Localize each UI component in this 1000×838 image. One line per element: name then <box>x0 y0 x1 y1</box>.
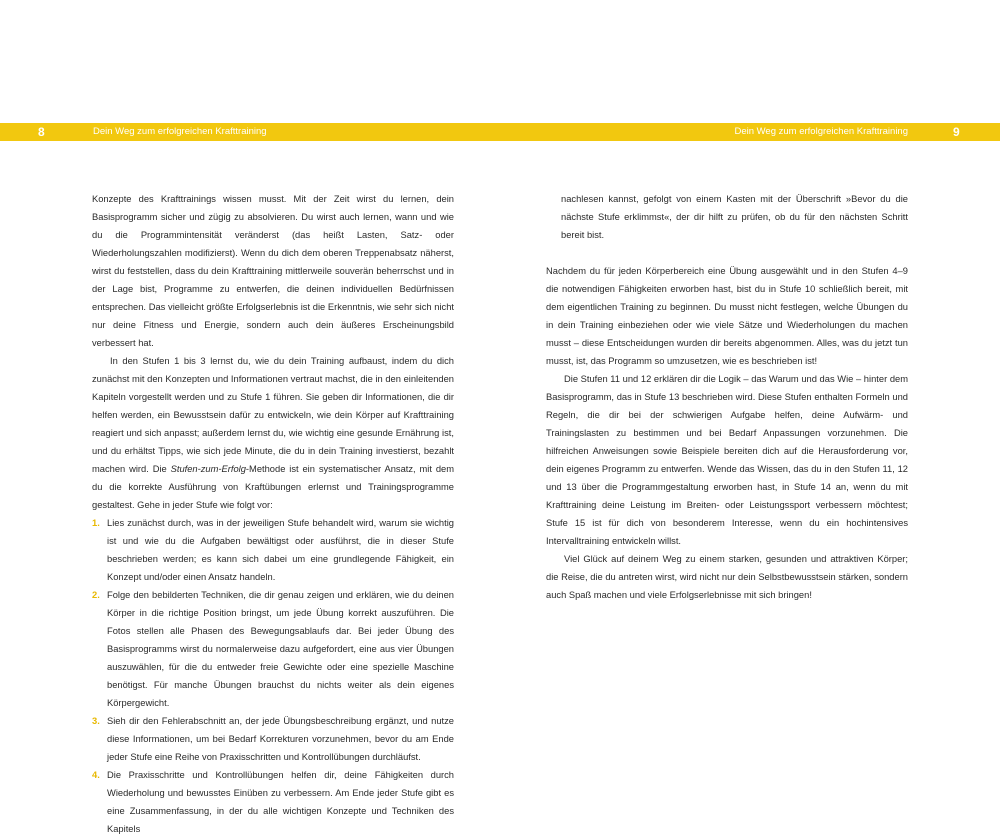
running-header-bar <box>0 123 1000 141</box>
list-number: 3. <box>92 716 100 726</box>
paragraph <box>92 352 454 514</box>
right-page-body <box>546 190 908 604</box>
left-running-title: Dein Weg zum erfolgreichen Krafttraining <box>93 126 267 137</box>
list-item <box>92 766 454 838</box>
list-item <box>92 514 454 586</box>
list-number: 4. <box>92 770 100 780</box>
list-item-text: Sieh dir den Fehlerabschnitt an, der jede Übungsbeschreibung ergänzt, und nutze diese Informationen, um bei Bedarf Korrekturen vorzunehmen, bevor du am Ende jeder Stufe eine Reihe von Praxisschritten und Kontrollübungen durchläufst. <box>107 716 454 762</box>
paragraph: Die Stufen 11 und 12 erklären dir die Logik – das Warum und das Wie – hinter dem Basisprogramm, das in Stufe 13 beschrieben wird. Diese Stufen enthalten Formeln und Regeln, die dir bei der schwierigen Aufgabe helfen, deine Aufwärm- und Trainingslasten zu bestimmen und bei Bedarf Anpassungen vorzunehmen. Die hilfreichen Anweisungen sowie Beispiele bereiten dich auf die Herausforderung vor, dein eigenes Programm zu entwerfen. Wende das Wissen, das du in den Stufen 11, 12 und 13 über die Programmgestaltung erworben hast, in Stufe 14 an, wenn du mit Krafttraining deine Leistung im Breiten- oder Leistungssport verbessern möchtest; Stufe 15 ist für dich von besonderem Interesse, wenn du ein hochintensives Intervalltraining entwickeln willst. <box>546 374 908 546</box>
right-running-title: Dein Weg zum erfolgreichen Krafttraining <box>734 126 908 137</box>
list-number: 2. <box>92 590 100 600</box>
list-continuation: nachlesen kannst, gefolgt von einem Kasten mit der Überschrift »Bevor du die nächste Stufe erklimmst«, der dir hilft zu prüfen, ob du für den nächsten Schritt bereit bist. <box>561 194 908 240</box>
steps-list <box>92 514 454 838</box>
list-item-text: Die Praxisschritte und Kontrollübungen helfen dir, deine Fähigkeiten durch Wiederholung und bewusstes Einüben zu verbessern. Am Ende jeder Stufe gibt es eine Zusammenfassung, in der du alle wichtigen Konzepte und Techniken des Kapitels <box>107 770 454 834</box>
paragraph: Konzepte des Krafttrainings wissen musst. Mit der Zeit wirst du lernen, dein Basisprogramm sicher und zügig zu absolvieren. Du wirst auch lernen, wann und wie du die Programmintensität veränderst (das heißt Lasten, Satz- oder Wiederholungszahlen modifizierst). Wenn du dich dem oberen Treppenabsatz näherst, wirst du feststellen, dass du dein Krafttraining mittlerweile souverän beherrschst und in der Lage bist, Programme zu entwerfen, die deinen individuellen Bedürfnissen entsprechen. Das vielleicht größte Erfolgserlebnis ist die Erkenntnis, wie sehr sich nicht nur deine Fitness und Energie, sondern auch dein äußeres Erscheinungsbild verbessert hat. <box>92 194 454 348</box>
list-number: 1. <box>92 518 100 528</box>
list-item <box>92 712 454 766</box>
list-item-text: Lies zunächst durch, was in der jeweiligen Stufe behandelt wird, warum sie wichtig ist und wie du die Aufgaben bewältigst oder ausführst, die in dieser Stufe beschrieben werden; es kann sich dabei um eine grundlegende Fähigkeit, ein Konzept und/oder einen Ansatz handeln. <box>107 518 454 582</box>
text-run: -Methode ist ein systematischer Ansatz, mit dem du die korrekte Ausführung von Kraftübungen erlernst und Trainingsprogramme gestaltest. Gehe in jeder Stufe wie folgt vor: <box>92 464 455 510</box>
text-run: In den Stufen 1 bis 3 lernst du, wie du dein Training aufbaust, indem du dich zunächst mit den Konzepten und Informationen vertraut machst, die in den einleitenden Kapiteln vorgestellt werden und zu Stufe 1 führen. Sie geben dir Informationen, die dir helfen werden, ein Bewusstsein dafür zu entwickeln, wie dein Körper auf Krafttraining reagiert und sich anpasst; außerdem lernst du, wie wichtig eine gesunde Ernährung ist, und du erhältst Tipps, wie sich jede Minute, die du in dein Training investierst, bezahlt machen wird. Die <box>92 356 454 474</box>
paragraph: Viel Glück auf deinem Weg zu einem starken, gesunden und attraktiven Körper; die Reise, die du antreten wirst, wird nicht nur dein Selbstbewusstsein stärken, sondern auch Spaß machen und viele Erfolgserlebnisse mit sich bringen! <box>546 554 908 600</box>
left-page-body <box>92 190 454 838</box>
italic-method-name: Stufen-zum-Erfolg <box>170 464 246 474</box>
list-item-text: Folge den bebilderten Techniken, die dir genau zeigen und erklären, wie du deinen Körper in die richtige Position bringst, um jede Übung korrekt auszuführen. Die Fotos stellen alle Phasen des Bewegungsablaufs dar. Bei jeder Übung des Basisprogramms wirst du normalerweise dazu aufgefordert, eine aus vier Übungen auszuwählen, für die du entweder freie Gewichte oder eine spezielle Maschine benötigst. Für manche Übungen brauchst du nichts weiter als dein eigenes Körpergewicht. <box>107 590 454 708</box>
right-page-number: 9 <box>953 125 960 139</box>
left-page-number: 8 <box>38 125 45 139</box>
list-item <box>92 586 454 712</box>
paragraph: Nachdem du für jeden Körperbereich eine Übung ausgewählt und in den Stufen 4–9 die notwendigen Fähigkeiten erworben hast, bist du in Stufe 10 schließlich bereit, mit dem eigentlichen Training zu beginnen. Du musst nicht festlegen, welche Übungen du in dein Training einbeziehen oder wie viele Sätze und Wiederholungen du machen musst – diese Entscheidungen wurden dir bereits abgenommen. Alles, was du jetzt tun musst, ist, das Programm so umzusetzen, wie es beschrieben ist! <box>546 266 908 366</box>
paragraph-spacer <box>546 244 908 262</box>
